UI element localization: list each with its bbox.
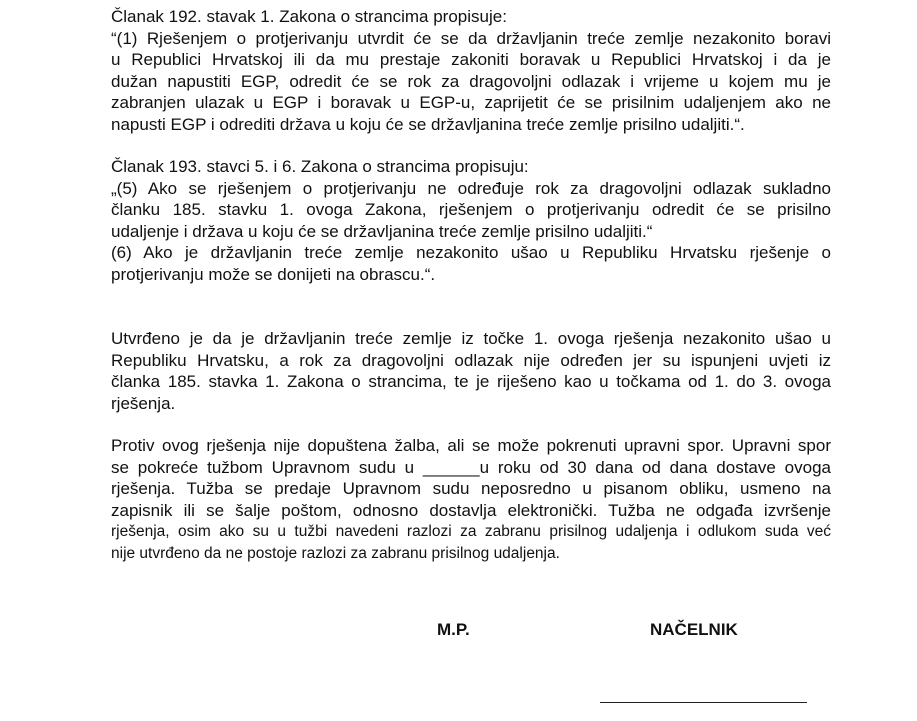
reasoning-line: rješenja. (111, 393, 176, 413)
reasoning-line: Republiku Hrvatsku, a rok za dragovoljni odlazak nije određen jer su ispunjeni uvjeti iz (111, 350, 831, 370)
spacer (111, 414, 831, 435)
document-body (111, 6, 831, 564)
article-193-block (111, 156, 831, 285)
article-192-block (111, 6, 831, 135)
signature-line (600, 702, 807, 703)
legal-remedy-line: zapisnik ili se šalje poštom, odnosno dostavlja elektronički. Tužba ne odgađa izvršenje (111, 500, 831, 520)
spacer (111, 285, 831, 328)
article-192-line: “(1) Rješenjem o protjerivanju utvrdit će se da državljanin treće zemlje nezakonito boravi (111, 28, 831, 48)
article-193-line: „(5) Ako se rješenjem o protjerivanju ne određuje rok za dragovoljni odlazak sukladno (111, 178, 831, 198)
article-192-line: napusti EGP i odrediti država u koju će se državljanina treće zemlje prisilno udaljiti.“. (111, 114, 745, 134)
legal-remedy-line: Protiv ovog rješenja nije dopuštena žalba, ali se može pokrenuti upravni spor. Upravni spor (111, 436, 831, 455)
article-192-line: dužan napustiti EGP, odredit će se rok za dragovoljni odlazak i vrijeme u kojem mu je (111, 71, 831, 91)
legal-remedy-line: rješenja, osim ako su u tužbi navedeni razlozi za zabranu prisilnog udaljenja i odlukom suda već (111, 523, 831, 540)
signatory-title: NAČELNIK (650, 620, 738, 639)
spacer (111, 135, 831, 156)
article-193-line: protjerivanju može se donijeti na obrascu.“. (111, 264, 436, 284)
article-193-line: članku 185. stavku 1. ovoga Zakona, rješenjem o protjerivanju odredit će se prisilno (111, 200, 831, 219)
legal-remedy-line: se pokreće tužbom Upravnom sudu u ______u roku od 30 dana od dana dostave ovoga (111, 457, 831, 477)
legal-remedy-paragraph (111, 435, 831, 564)
reasoning-line: članka 185. stavka 1. Zakona o strancima, te je riješeno kao u točkama od 1. do 3. ovoga (111, 372, 831, 391)
article-193-line: (6) Ako je državljanin treće zemlje nezakonito ušao u Republiku Hrvatsku rješenje o (111, 243, 831, 262)
legal-remedy-line: nije utvrđeno da ne postoje razlozi za zabranu prisilnog udaljenja. (111, 544, 560, 562)
legal-remedy-line: rješenja. Tužba se predaje Upravnom sudu neposredno u pisanom obliku, usmeno na (111, 479, 831, 498)
article-192-line: u Republici Hrvatskoj ili da mu prestaje zakoniti boravak u Republici Hrvatskoj i da je (111, 50, 831, 69)
reasoning-paragraph (111, 328, 831, 414)
article-192-heading: Članak 192. stavak 1. Zakona o strancima propisuje: (111, 7, 507, 26)
article-192-line: zabranjen ulazak u EGP i boravak u EGP-u, zaprijetit će se prisilnim udaljenjem ako ne (111, 93, 831, 112)
article-193-heading: Članak 193. stavci 5. i 6. Zakona o strancima propisuju: (111, 157, 529, 176)
reasoning-line: Utvrđeno je da je državljanin treće zemlje iz točke 1. ovoga rješenja nezakonito ušao u (111, 329, 831, 348)
article-193-line: udaljenje i država u koju će se državljanina treće zemlje prisilno udaljiti.“ (111, 221, 653, 241)
stamp-label: M.P. (437, 620, 470, 639)
